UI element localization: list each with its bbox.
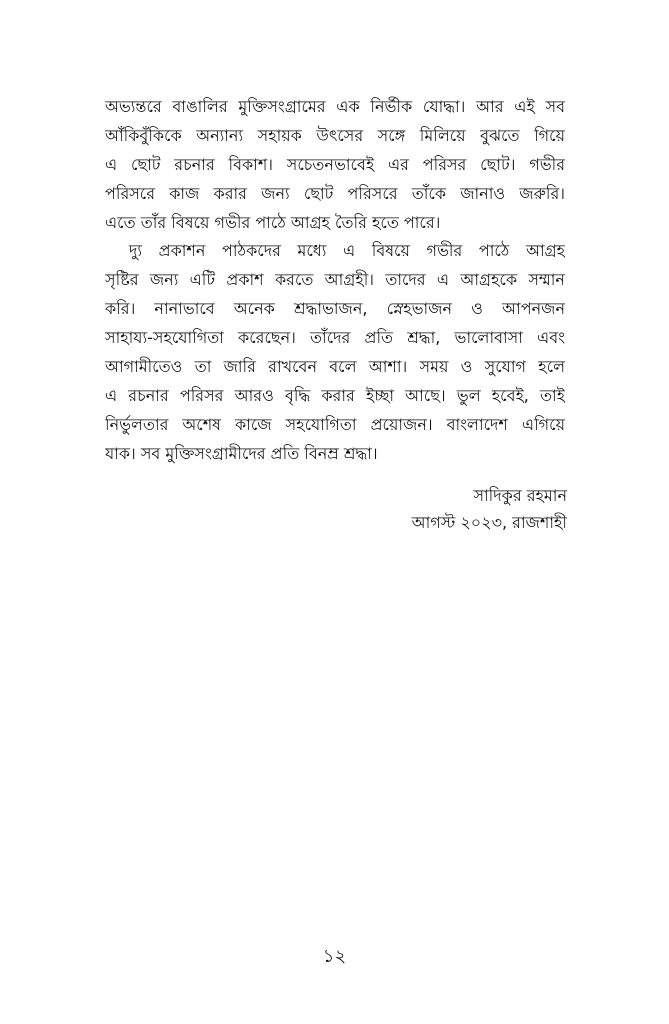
text-line: যাক। সব মুক্তিসংগ্রামীদের প্রতি বিনম্র শ্রদ্ধা। (105, 444, 378, 463)
text-line: দ্যু প্রকাশন পাঠকদের মধ্যে এ বিষয়ে গভীর পাঠে আগ্রহ (129, 241, 565, 260)
paragraph-1 (105, 92, 565, 237)
text-line: নির্ভুলতার অশেষ কাজে সহযোগিতা প্রয়োজন। বাংলাদেশ এগিয়ে (105, 415, 565, 434)
page-number: ১২ (322, 946, 347, 967)
author-name: সাদিকুর রহমান (473, 486, 567, 505)
text-line: এতে তাঁর বিষয়ে গভীর পাঠে আগ্রহ তৈরি হতে পারে। (105, 213, 441, 232)
text-line: আঁকিবুঁকিকে অন্যান্য সহায়ক উৎসের সঙ্গে মিলিয়ে বুঝতে গিয়ে (105, 126, 565, 145)
text-line: আগামীতেও তা জারি রাখবেন বলে আশা। সময় ও সুযোগ হলে (105, 357, 565, 376)
text-line: পরিসরে কাজ করার জন্য ছোট পরিসরে তাঁকে জানাও জরুরি। (105, 184, 565, 203)
date-place: আগস্ট ২০২৩, রাজশাহী (411, 513, 567, 532)
text-line: সৃষ্টির জন্য এটি প্রকাশ করতে আগ্রহী। তাদের এ আগ্রহকে সম্মান (105, 270, 565, 289)
text-line: এ রচনার পরিসর আরও বৃদ্ধি করার ইচ্ছা আছে। ভুল হবেই, তাই (105, 386, 565, 405)
text-line: অভ্যন্তরে বাঙালির মুক্তিসংগ্রামের এক নির্ভীক যোদ্ধা। আর এই সব (105, 97, 565, 116)
signature-block (412, 482, 567, 536)
paragraph-2 (105, 236, 565, 468)
text-line: করি। নানাভাবে অনেক শ্রদ্ধাভাজন, স্নেহভাজন ও আপনজন (105, 299, 565, 318)
text-line: এ ছোট রচনার বিকাশ। সচেতনভাবেই এর পরিসর ছোট। গভীর (105, 155, 565, 174)
text-line: সাহায্য-সহযোগিতা করেছেন। তাঁদের প্রতি শ্রদ্ধা, ভালোবাসা এবং (105, 328, 565, 347)
